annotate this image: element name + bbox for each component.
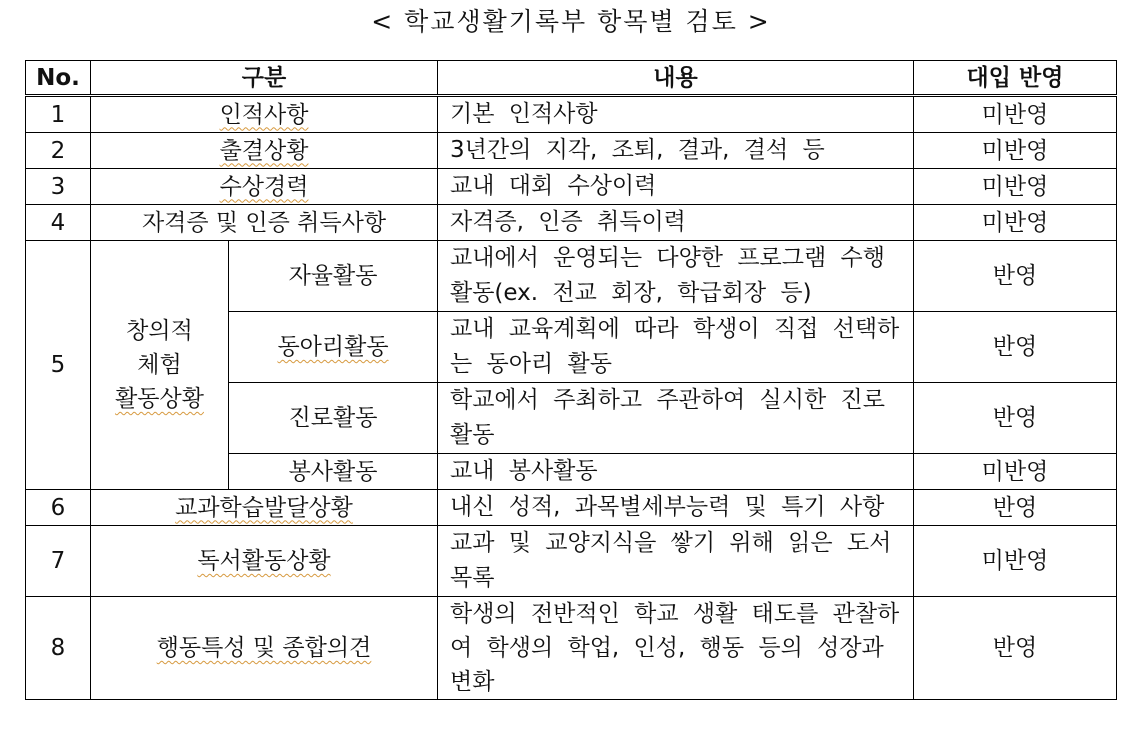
table-row	[26, 597, 1117, 700]
row-content: 교내 교육계획에 따라 학생이 직접 선택하는 동아리 활동	[438, 312, 914, 383]
row-content: 교내 봉사활동	[438, 454, 914, 490]
category-text: 수상경력	[219, 173, 309, 200]
header-category: 구분	[91, 61, 438, 96]
row-category	[91, 597, 438, 700]
group-category-line: 활동상황	[115, 386, 204, 412]
subcategory-text: 동아리활동	[277, 334, 389, 360]
group-category-line: 창의적	[126, 318, 193, 344]
category-text: 행동특성 및 종합의견	[156, 635, 372, 661]
category-text: 인적사항	[219, 101, 309, 128]
row-number: 2	[26, 133, 91, 169]
row-reflection: 반영	[914, 241, 1117, 312]
table-row	[26, 526, 1117, 597]
row-reflection: 반영	[914, 597, 1117, 700]
review-table	[25, 60, 1117, 700]
row-reflection: 반영	[914, 312, 1117, 383]
table-row	[26, 133, 1117, 169]
row-reflection: 미반영	[914, 454, 1117, 490]
category-text: 출결상황	[219, 137, 309, 164]
row-number: 3	[26, 169, 91, 205]
row-content: 학생의 전반적인 학교 생활 태도를 관찰하여 학생의 학업, 인성, 행동 등의 성장과 변화	[438, 597, 914, 700]
row-number: 4	[26, 205, 91, 241]
table-row	[26, 205, 1117, 241]
row-category: 자격증 및 인증 취득사항	[91, 205, 438, 241]
group-category-line: 체험	[137, 352, 182, 378]
row-subcategory: 봉사활동	[229, 454, 438, 490]
header-content: 내용	[438, 61, 914, 96]
page-title: < 학교생활기록부 항목별 검토 >	[371, 7, 771, 36]
row-reflection: 미반영	[914, 133, 1117, 169]
row-subcategory	[229, 312, 438, 383]
table-header-row	[26, 61, 1117, 96]
row-reflection: 미반영	[914, 96, 1117, 133]
row-category	[91, 490, 438, 526]
row-content: 교내에서 운영되는 다양한 프로그램 수행활동(ex. 전교 회장, 학급회장 등)	[438, 241, 914, 312]
row-reflection: 반영	[914, 383, 1117, 454]
category-text: 교과학습발달상황	[175, 494, 353, 521]
row-number: 1	[26, 96, 91, 133]
row-content: 학교에서 주최하고 주관하여 실시한 진로활동	[438, 383, 914, 454]
row-number: 7	[26, 526, 91, 597]
row-category	[91, 96, 438, 133]
category-text: 독서활동상황	[197, 548, 331, 574]
row-reflection: 미반영	[914, 205, 1117, 241]
table-row	[26, 490, 1117, 526]
row-content: 기본 인적사항	[438, 96, 914, 133]
row-category	[91, 133, 438, 169]
row-content: 교내 대회 수상이력	[438, 169, 914, 205]
row-content: 자격증, 인증 취득이력	[438, 205, 914, 241]
table-row	[26, 96, 1117, 133]
row-subcategory: 진로활동	[229, 383, 438, 454]
table-row	[26, 241, 1117, 312]
row-reflection: 반영	[914, 490, 1117, 526]
table-row	[26, 169, 1117, 205]
row-category-group	[91, 241, 229, 490]
row-content: 교과 및 교양지식을 쌓기 위해 읽은 도서 목록	[438, 526, 914, 597]
row-content: 내신 성적, 과목별세부능력 및 특기 사항	[438, 490, 914, 526]
row-number: 8	[26, 597, 91, 700]
row-category	[91, 169, 438, 205]
header-no: No.	[26, 61, 91, 96]
header-reflection: 대입 반영	[914, 61, 1117, 96]
row-reflection: 미반영	[914, 526, 1117, 597]
row-number: 5	[26, 241, 91, 490]
row-subcategory: 자율활동	[229, 241, 438, 312]
row-number: 6	[26, 490, 91, 526]
row-category	[91, 526, 438, 597]
row-content: 3년간의 지각, 조퇴, 결과, 결석 등	[438, 133, 914, 169]
row-reflection: 미반영	[914, 169, 1117, 205]
